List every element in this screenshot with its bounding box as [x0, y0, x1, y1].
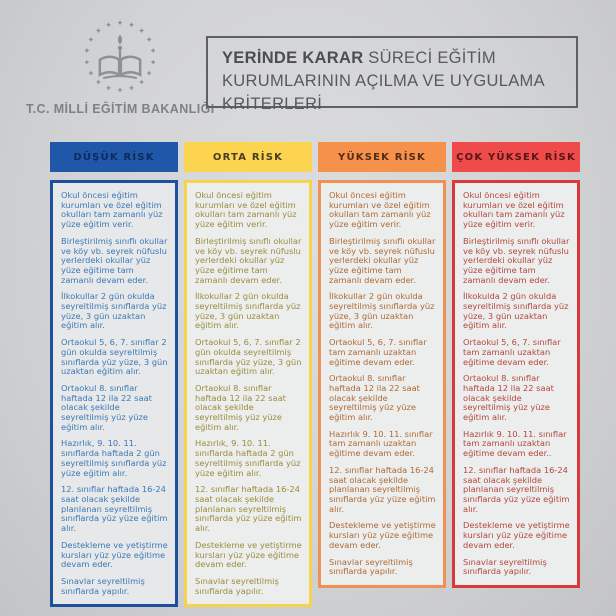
criteria-item: 12. sınıflar haftada 16-24 saat olacak şekilde planlanan seyreltilmiş sınıflarda yüz yüze eğitim alır. — [61, 484, 168, 534]
criteria-item: Okul öncesi eğitim kurumları ve özel eğitim okulları tam zamanlı yüz yüze eğitim verir. — [463, 190, 565, 230]
column-body-dusuk-risk — [50, 180, 178, 607]
page-title-bold: YERİNDE KARAR — [222, 49, 364, 67]
column-header-dusuk-risk: DÜŞÜK RİSK — [50, 142, 178, 172]
meb-emblem-icon — [78, 16, 162, 100]
criteria-item: İlkokullar 2 gün okulda seyreltilmiş sınıflarda yüz yüze, 3 gün uzaktan eğitim alır. — [195, 291, 301, 331]
column-yuksek-risk — [318, 142, 446, 588]
criteria-item: Okul öncesi eğitim kurumları ve özel eğitim okulları tam zamanlı yüz yüze eğitim verir. — [195, 190, 297, 230]
criteria-item: Sınavlar seyreltilmiş sınıflarda yapılır. — [329, 556, 413, 577]
column-header-cok-yuksek-risk: ÇOK YÜKSEK RİSK — [452, 142, 580, 172]
column-header-orta-risk: ORTA RİSK — [184, 142, 312, 172]
criteria-item: İlkokulda 2 gün okulda seyreltilmiş sınıflarda yüz yüze, 3 gün uzaktan eğitim alır. — [463, 291, 569, 331]
page-header — [0, 0, 616, 130]
column-body-yuksek-risk — [318, 180, 446, 588]
risk-columns — [50, 142, 580, 607]
criteria-item: Ortaokul 5, 6, 7. sınıflar 2 gün okulda seyreltilmiş sınıflarda yüz yüze, 3 gün uzaktan eğitim alır. — [195, 337, 302, 377]
criteria-item: Sınavlar seyreltilmiş sınıflarda yapılır. — [195, 575, 279, 596]
criteria-item: Ortaokul 8. sınıflar haftada 12 ila 22 saat olacak şekilde seyreltilmiş yüz yüze eğitim alır. — [329, 373, 420, 423]
criteria-item: Hazırlık 9. 10. 11. sınıflar tam zamanlı uzaktan eğitime devam eder. — [329, 428, 433, 459]
criteria-item: Ortaokul 8. sınıflar haftada 12 ila 22 saat olacak şekilde seyreltilmiş yüz yüze eğitim alır. — [61, 382, 152, 432]
criteria-item: Ortaokul 5, 6, 7. sınıflar 2 gün okulda seyreltilmiş sınıflarda yüz yüze, 3 gün uzaktan eğitim alır. — [61, 337, 168, 377]
column-orta-risk — [184, 142, 312, 607]
criteria-item: 12. sınıflar haftada 16-24 saat olacak şekilde planlanan seyreltilmiş sınıflarda yüz yüze eğitim alır. — [195, 484, 302, 534]
criteria-item: Hazırlık, 9. 10. 11. sınıflarda haftada 2 gün seyreltilmiş sınıflarda yüz yüze eğitim alır. — [61, 438, 167, 478]
criteria-item: Birleştirilmiş sınıflı okullar ve köy vb. seyrek nüfuslu yerlerdeki okullar yüz yüze eğitime tam zamanlı devam eder. — [329, 235, 436, 285]
page-title — [222, 47, 562, 116]
criteria-item: Destekleme ve yetiştirme kursları yüz yüze eğitime devam eder. — [463, 520, 570, 550]
criteria-item: 12. sınıflar haftada 16-24 saat olacak şekilde planlanan seyreltilmiş sınıflarda yüz yüze eğitim alır. — [329, 464, 436, 514]
criteria-item: Birleştirilmiş sınıflı okullar ve köy vb. seyrek nüfuslu yerlerdeki okullar yüz yüze eğitime tam zamanlı devam eder. — [463, 235, 570, 285]
criteria-item: İlkokullar 2 gün okulda seyreltilmiş sınıflarda yüz yüze, 3 gün uzaktan eğitim alır. — [329, 291, 435, 331]
criteria-item: Ortaokul 8. sınıflar haftada 12 ila 22 saat olacak şekilde seyreltilmiş yüz yüze eğitim alır. — [195, 382, 286, 432]
column-cok-yuksek-risk — [452, 142, 580, 588]
column-body-cok-yuksek-risk — [452, 180, 580, 588]
ministry-name: T.C. MİLLİ EĞİTİM BAKANLIĞI — [26, 102, 215, 116]
criteria-item: Ortaokul 8. sınıflar haftada 12 ila 22 saat olacak şekilde seyreltilmiş yüz yüze eğitim alır. — [463, 373, 554, 423]
criteria-item: Ortaokul 5, 6, 7. sınıflar tam zamanlı uzaktan eğitime devam eder. — [329, 337, 427, 367]
criteria-item: Sınavlar seyreltilmiş sınıflarda yapılır. — [463, 556, 547, 577]
page-title-rest: SÜRECİ EĞİTİM KURUMLARININ AÇILMA VE UYGULAMA KRİTERLERİ — [222, 49, 544, 113]
criteria-item: Destekleme ve yetiştirme kursları yüz yüze eğitime devam eder. — [61, 539, 168, 570]
criteria-item: Birleştirilmiş sınıflı okullar ve köy vb. seyrek nüfuslu yerlerdeki okullar yüz yüze eğitime tam zamanlı devam eder. — [61, 235, 168, 285]
criteria-item: Okul öncesi eğitim kurumları ve özel eğitim okulları tam zamanlı yüz yüze eğitim verir. — [61, 190, 163, 230]
criteria-item: Ortaokul 5, 6, 7. sınıflar tam zamanlı uzaktan eğitime devam eder. — [463, 337, 561, 367]
criteria-item: Destekleme ve yetiştirme kursları yüz yüze eğitime devam eder. — [329, 520, 436, 550]
criteria-item: Hazırlık, 9. 10. 11. sınıflarda haftada 2 gün seyreltilmiş sınıflarda yüz yüze eğitim alır. — [195, 438, 301, 478]
criteria-item: 12. sınıflar haftada 16-24 saat olacak şekilde planlanan seyreltilmiş sınıflarda yüz yüze eğitim alır. — [463, 464, 570, 514]
criteria-item: Hazırlık 9. 10. 11. sınıflar tam zamanlı uzaktan eğitime devam eder.. — [463, 428, 567, 459]
criteria-item: Sınavlar seyreltilmiş sınıflarda yapılır. — [61, 575, 145, 596]
criteria-item: Okul öncesi eğitim kurumları ve özel eğitim okulları tam zamanlı yüz yüze eğitim verir. — [329, 190, 431, 230]
column-dusuk-risk — [50, 142, 178, 607]
criteria-item: Birleştirilmiş sınıflı okullar ve köy vb. seyrek nüfuslu yerlerdeki okullar yüz yüze eğitime tam zamanlı devam eder. — [195, 235, 302, 285]
ministry-brand — [26, 16, 214, 116]
title-box — [206, 36, 578, 113]
column-body-orta-risk — [184, 180, 312, 607]
criteria-item: İlkokullar 2 gün okulda seyreltilmiş sınıflarda yüz yüze, 3 gün uzaktan eğitim alır. — [61, 291, 167, 331]
column-header-yuksek-risk: YÜKSEK RİSK — [318, 142, 446, 172]
criteria-item: Destekleme ve yetiştirme kursları yüz yüze eğitime devam eder. — [195, 539, 302, 570]
